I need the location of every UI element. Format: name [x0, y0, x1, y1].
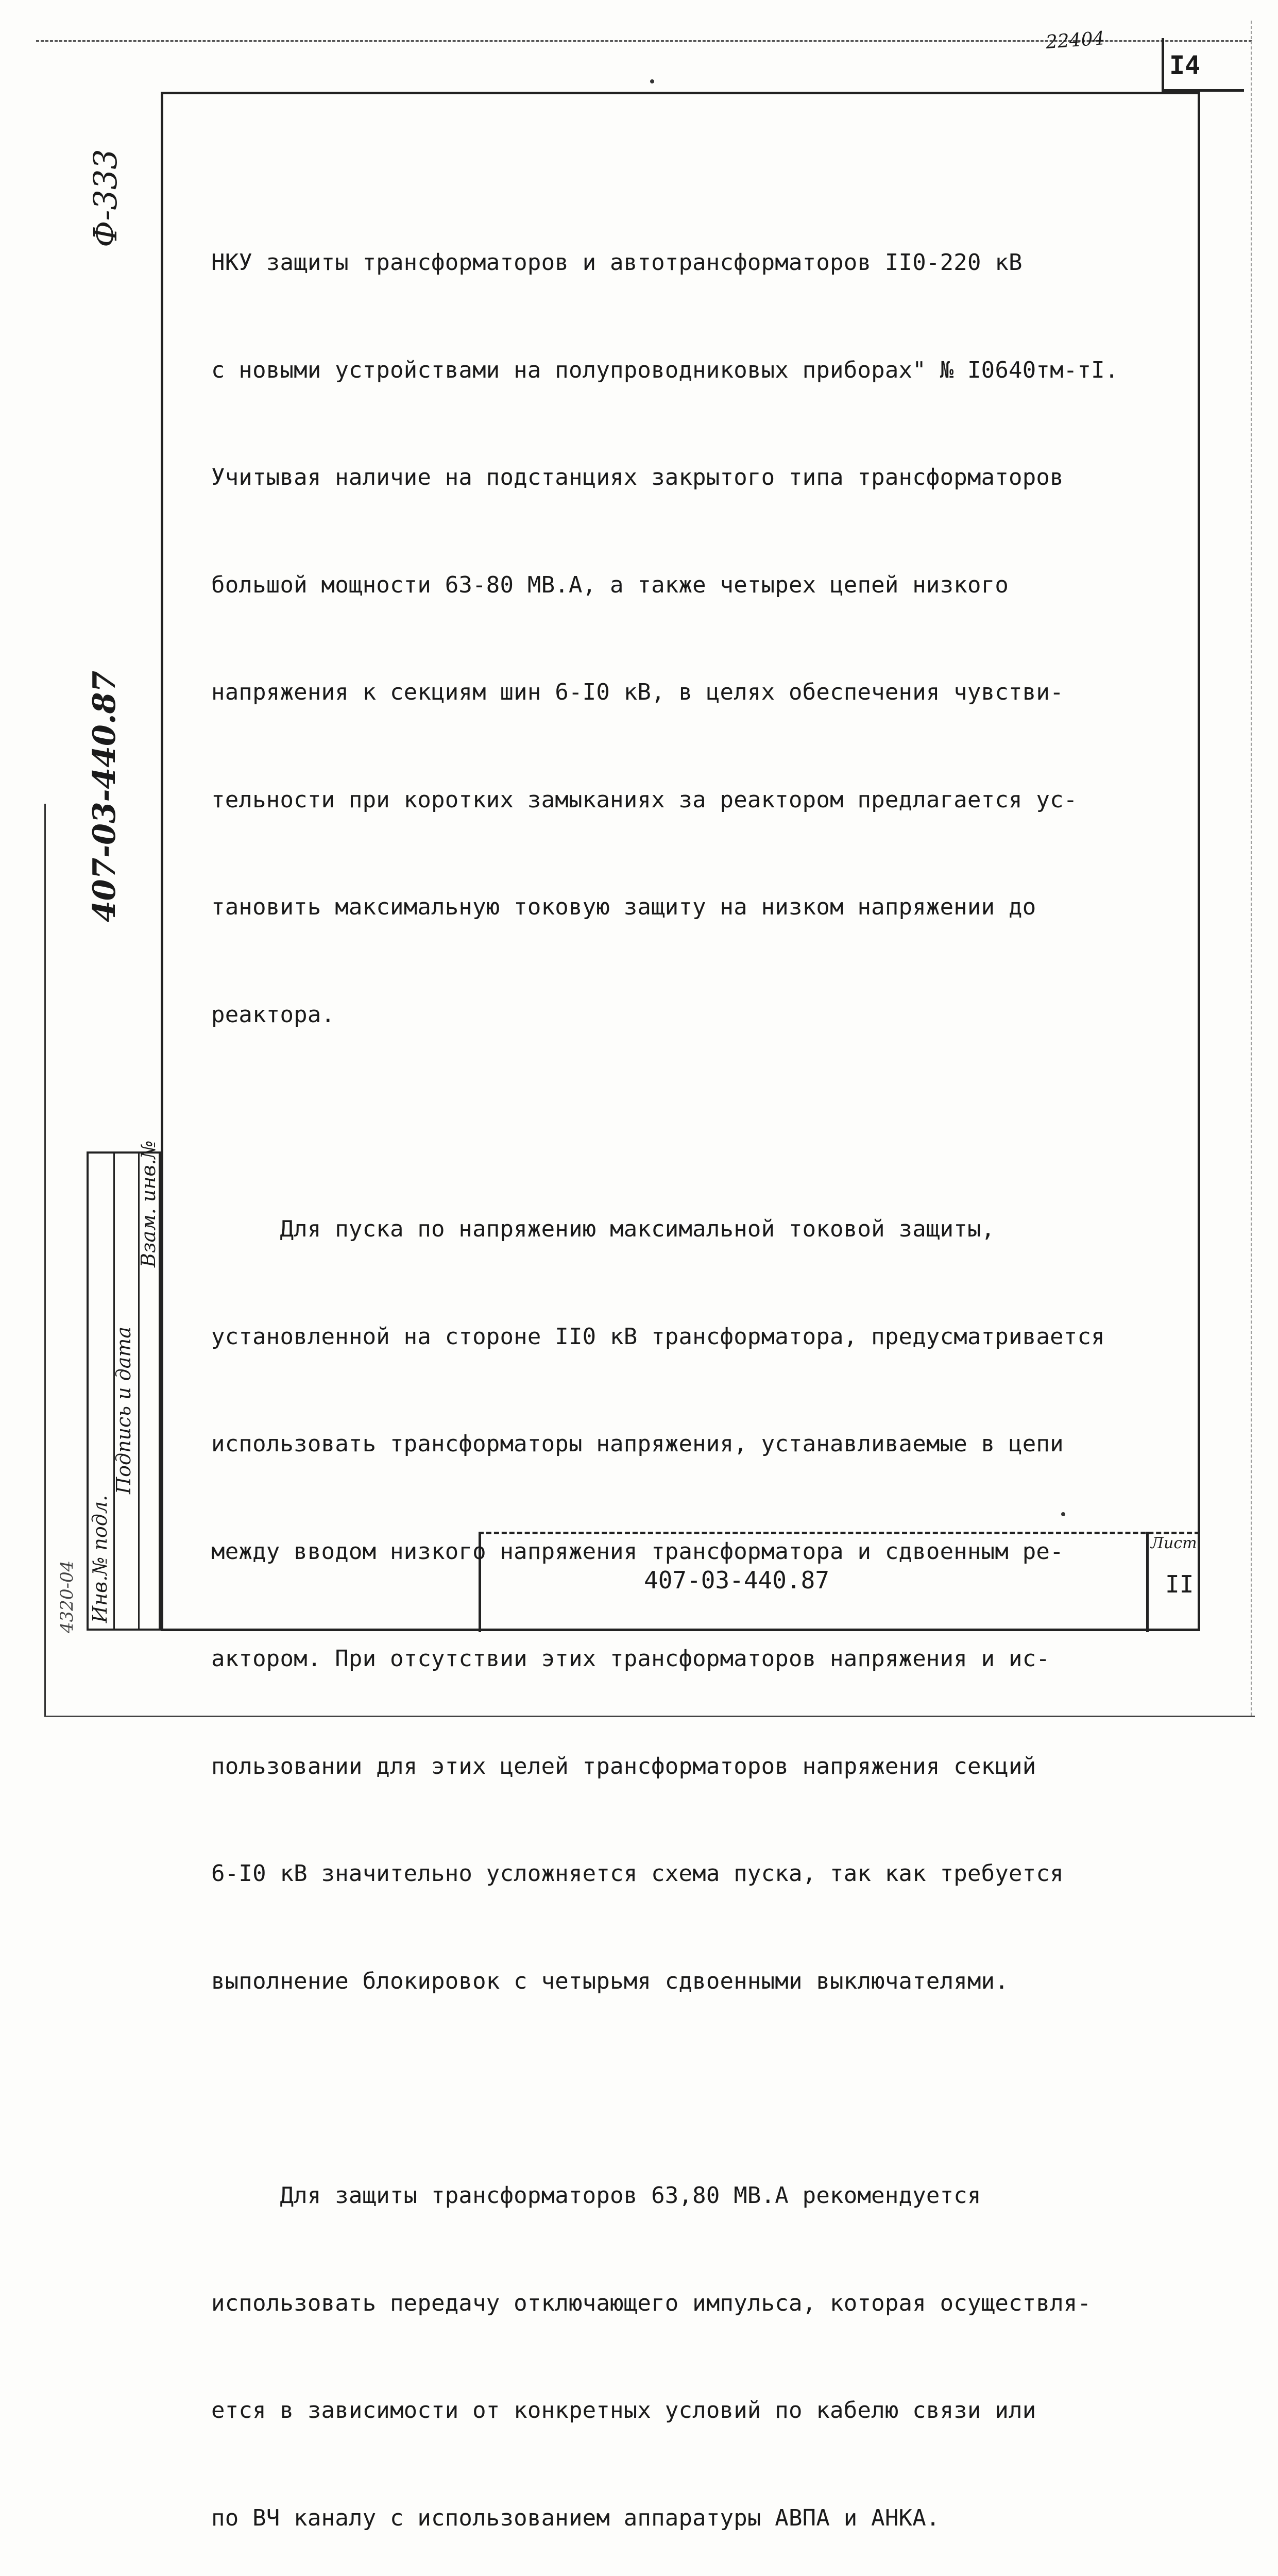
title-block-document-code: 407-03-440.87: [644, 1566, 830, 1594]
text-line: выполнение блокировок с четырьмя сдвоенными выключателями.: [211, 1968, 1009, 1994]
title-block-sheet-number: II: [1165, 1570, 1194, 1598]
text-line: большой мощности 63-80 МВ.А, а также четырех цепей низкого: [211, 571, 1009, 598]
paragraph-gap: [211, 1104, 1195, 1140]
stamp-label-inventory: Инв.№ подл.: [89, 1495, 111, 1623]
text-line: ется в зависимости от конкретных условий по кабелю связи или: [211, 2397, 1036, 2424]
text-line: напряжения к секциям шин 6-I0 кВ, в целях обеспечения чувстви-: [211, 679, 1064, 705]
text-line: использовать трансформаторы напряжения, устанавливаемые в цепи: [211, 1431, 1064, 1457]
title-block-sheet-label: Лист: [1151, 1534, 1197, 1552]
left-border-line: [44, 804, 46, 1716]
text-line: установленной на стороне II0 кВ трансформатора, предусматривается: [211, 1323, 1105, 1350]
text-line: Учитывая наличие на подстанциях закрытого типа трансформаторов: [211, 464, 1064, 490]
text-line: тельности при коротких замыканиях за реактором предлагается ус-: [211, 786, 1078, 813]
paragraph-1: [211, 173, 1195, 1104]
text-line: Для пуска по напряжению максимальной токовой защиты,: [211, 1216, 995, 1242]
side-document-number: 407-03-440.87: [87, 670, 123, 922]
corner-sheet-number: I4: [1169, 50, 1201, 80]
text-line: между вводом низкого напряжения трансформатора и сдвоенным ре-: [211, 1538, 1064, 1565]
scan-speck: [650, 79, 654, 83]
text-line: 6-I0 кВ значительно усложняется схема пуска, так как требуется: [211, 1860, 1064, 1887]
text-line: использовать передачу отключающего импульса, которая осуществля-: [211, 2290, 1092, 2316]
text-line: актором. При отсутствии этих трансформаторов напряжения и ис-: [211, 1646, 1050, 1672]
body-text: [211, 173, 1195, 2576]
stamp-label-replacement: Взам. инв.№: [137, 1140, 160, 1267]
paragraph-gap: [211, 2071, 1195, 2106]
text-line: НКУ защиты трансформаторов и автотрансформаторов II0-220 кВ: [211, 249, 1023, 276]
handwritten-doc-id: 22404: [1045, 28, 1105, 53]
scan-speck: [1061, 1512, 1065, 1516]
text-line: Для защиты трансформаторов 63,80 МВ.А рекомендуется: [211, 2182, 981, 2209]
text-line: реактора.: [211, 1001, 335, 1028]
paragraph-2: [211, 1140, 1195, 2071]
text-line: по ВЧ каналу с использованием аппаратуры АВПА и АНКА.: [211, 2504, 940, 2531]
right-border-line: [1251, 21, 1252, 1716]
text-line: пользовании для этих целей трансформаторов напряжения секций: [211, 1753, 1036, 1780]
paragraph-3: [211, 2106, 1195, 2576]
text-line: с новыми устройствами на полупроводниковых приборах" № I0640тм-тI.: [211, 357, 1119, 383]
text-line: тановить максимальную токовую защиту на низком напряжении до: [211, 894, 1036, 920]
stamp-label-signature: Подпись и дата: [112, 1326, 135, 1494]
handwritten-side-note: 4320-04: [57, 1560, 77, 1633]
form-code: Ф-333: [87, 149, 124, 247]
